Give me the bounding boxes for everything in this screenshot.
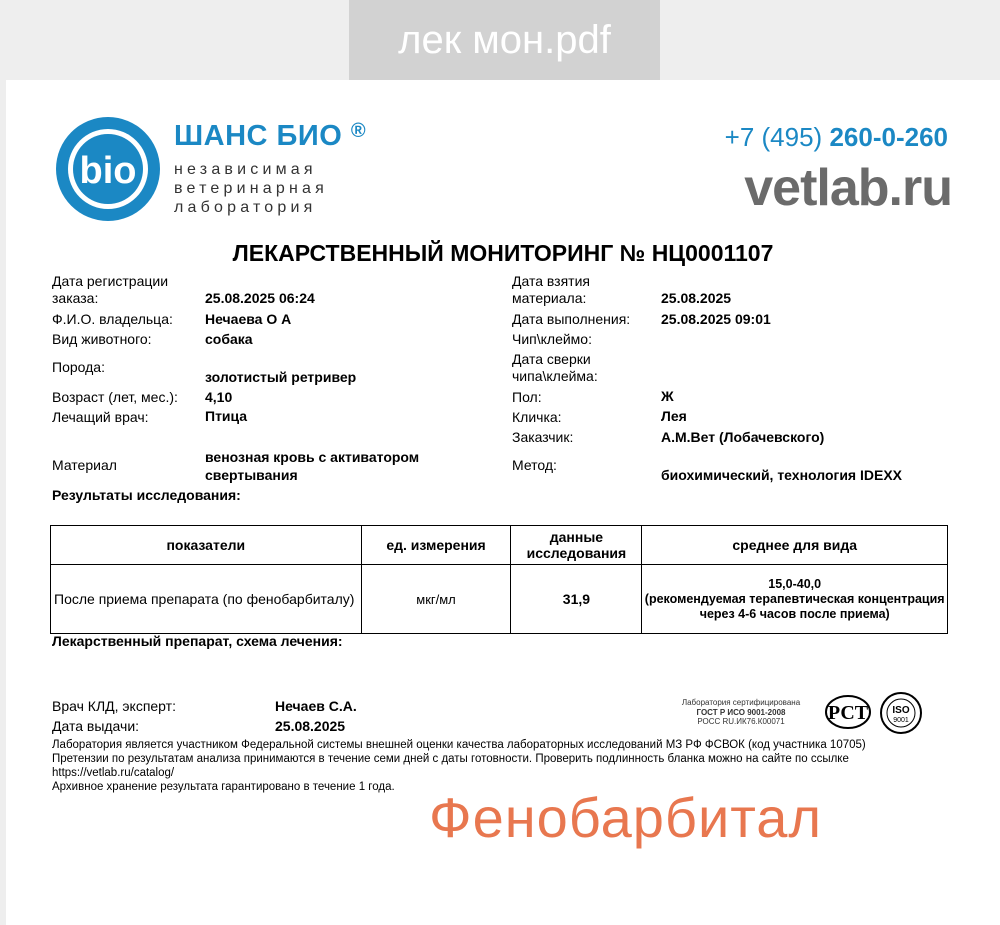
age-value: 4,10 <box>205 389 233 405</box>
doctor-label: Лечащий врач: <box>52 409 149 425</box>
sample-date-value: 25.08.2025 <box>661 290 732 306</box>
reg-date-label-2: заказа: <box>52 290 99 306</box>
drug-scheme-label: Лекарственный препарат, схема лечения: <box>52 633 343 649</box>
chip-label: Чип\клеймо: <box>512 331 592 347</box>
reg-date-value: 25.08.2025 06:24 <box>205 290 315 306</box>
done-date-label: Дата выполнения: <box>512 311 631 327</box>
customer-value: А.М.Вет (Лобачевского) <box>661 429 825 445</box>
phone-number: +7 (495) 260-0-260 <box>724 122 948 152</box>
svg-text:РСТ: РСТ <box>827 702 869 724</box>
rst-certification-mark <box>824 694 876 730</box>
nickname-label: Кличка: <box>512 409 562 425</box>
species-label: Вид животного: <box>52 331 152 347</box>
row-indicator: После приема препарата (по фенобарбиталу) <box>51 565 362 634</box>
age-label: Возраст (лет, мес.): <box>52 389 178 405</box>
logo-text: bio <box>79 150 137 192</box>
footer-note-4: Архивное хранение результата гарантировано в течение 1 года. <box>52 781 395 793</box>
table-row <box>51 565 948 634</box>
footer-note-1: Лаборатория является участником Федеральной системы внешней оценки качества лабораторных исследований МЗ РФ ФСВОК (код участника 10705) <box>52 739 866 751</box>
reference-note: (рекомендуемая терапевтическая концентрация через 4-6 часов после приема) <box>644 591 945 621</box>
sample-date-label-1: Дата взятия <box>512 273 590 289</box>
svg-text:ISO: ISO <box>892 705 910 716</box>
issue-date-label: Дата выдачи: <box>52 718 140 734</box>
brand-line-2: ветеринарная <box>174 180 329 197</box>
owner-label: Ф.И.О. владельца: <box>52 311 173 327</box>
brand-line-1: независимая <box>174 161 317 178</box>
method-label: Метод: <box>512 457 557 473</box>
footer-note-2: Претензии по результатам анализа принимаются в течение семи дней с даты готовности. Проверить подлинность бланка можно на сайте по ссылке <box>52 753 849 765</box>
breed-label: Порода: <box>52 359 105 375</box>
results-heading: Результаты исследования: <box>52 487 241 503</box>
material-value-2: свертывания <box>205 467 298 483</box>
method-value: биохимический, технология IDEXX <box>661 467 903 483</box>
iso-9001-mark <box>879 691 923 735</box>
svg-text:9001: 9001 <box>893 717 909 724</box>
brand-name: ШАНС БИО ® <box>174 120 367 152</box>
species-value: собака <box>205 331 253 347</box>
header-reference: среднее для вида <box>642 526 948 565</box>
expert-label: Врач КЛД, эксперт: <box>52 698 176 714</box>
registered-mark: ® <box>350 120 367 142</box>
issue-date-value: 25.08.2025 <box>275 718 346 734</box>
sex-value: Ж <box>661 388 674 404</box>
report-sheet <box>6 80 1000 925</box>
catalog-link[interactable]: https://vetlab.ru/catalog/ <box>52 767 175 779</box>
expert-value: Нечаев С.А. <box>275 698 357 714</box>
reg-date-label-1: Дата регистрации <box>52 273 169 289</box>
certification-text: Лаборатория сертифицирована ГОСТ Р ИСО 9001-2008 РОСС RU.ИК76.К00071 <box>681 698 801 726</box>
customer-label: Заказчик: <box>512 429 574 445</box>
header-unit: ед. измерения <box>361 526 511 565</box>
website: vetlab.ru <box>744 159 952 217</box>
nickname-value: Лея <box>661 408 687 424</box>
sex-label: Пол: <box>512 389 542 405</box>
doctor-value: Птица <box>205 408 248 424</box>
material-label: Материал <box>52 457 117 473</box>
header-result: данные исследования <box>511 526 642 565</box>
material-value-1: венозная кровь с активатором <box>205 449 420 465</box>
brand-line-3: лаборатория <box>174 199 317 216</box>
breed-value: золотистый ретривер <box>205 369 357 385</box>
drug-annotation: Фенобарбитал <box>429 786 823 849</box>
row-reference <box>642 565 948 634</box>
table-header-row <box>51 526 948 565</box>
reference-range: 15,0-40,0 <box>768 576 822 591</box>
row-result: 31,9 <box>511 565 642 634</box>
done-date-value: 25.08.2025 09:01 <box>661 311 771 327</box>
bio-logo <box>54 115 162 223</box>
header-indicator: показатели <box>51 526 362 565</box>
row-unit: мкг/мл <box>361 565 511 634</box>
chip-check-label-1: Дата сверки <box>512 351 591 367</box>
results-table <box>50 525 948 634</box>
file-name-chip: лек мон.pdf <box>349 0 660 90</box>
chip-check-label-2: чипа\клейма: <box>512 368 598 384</box>
document-title: ЛЕКАРСТВЕННЫЙ МОНИТОРИНГ № НЦ0001107 <box>232 240 774 266</box>
sample-date-label-2: материала: <box>512 290 587 306</box>
owner-value: Нечаева О А <box>205 311 292 327</box>
